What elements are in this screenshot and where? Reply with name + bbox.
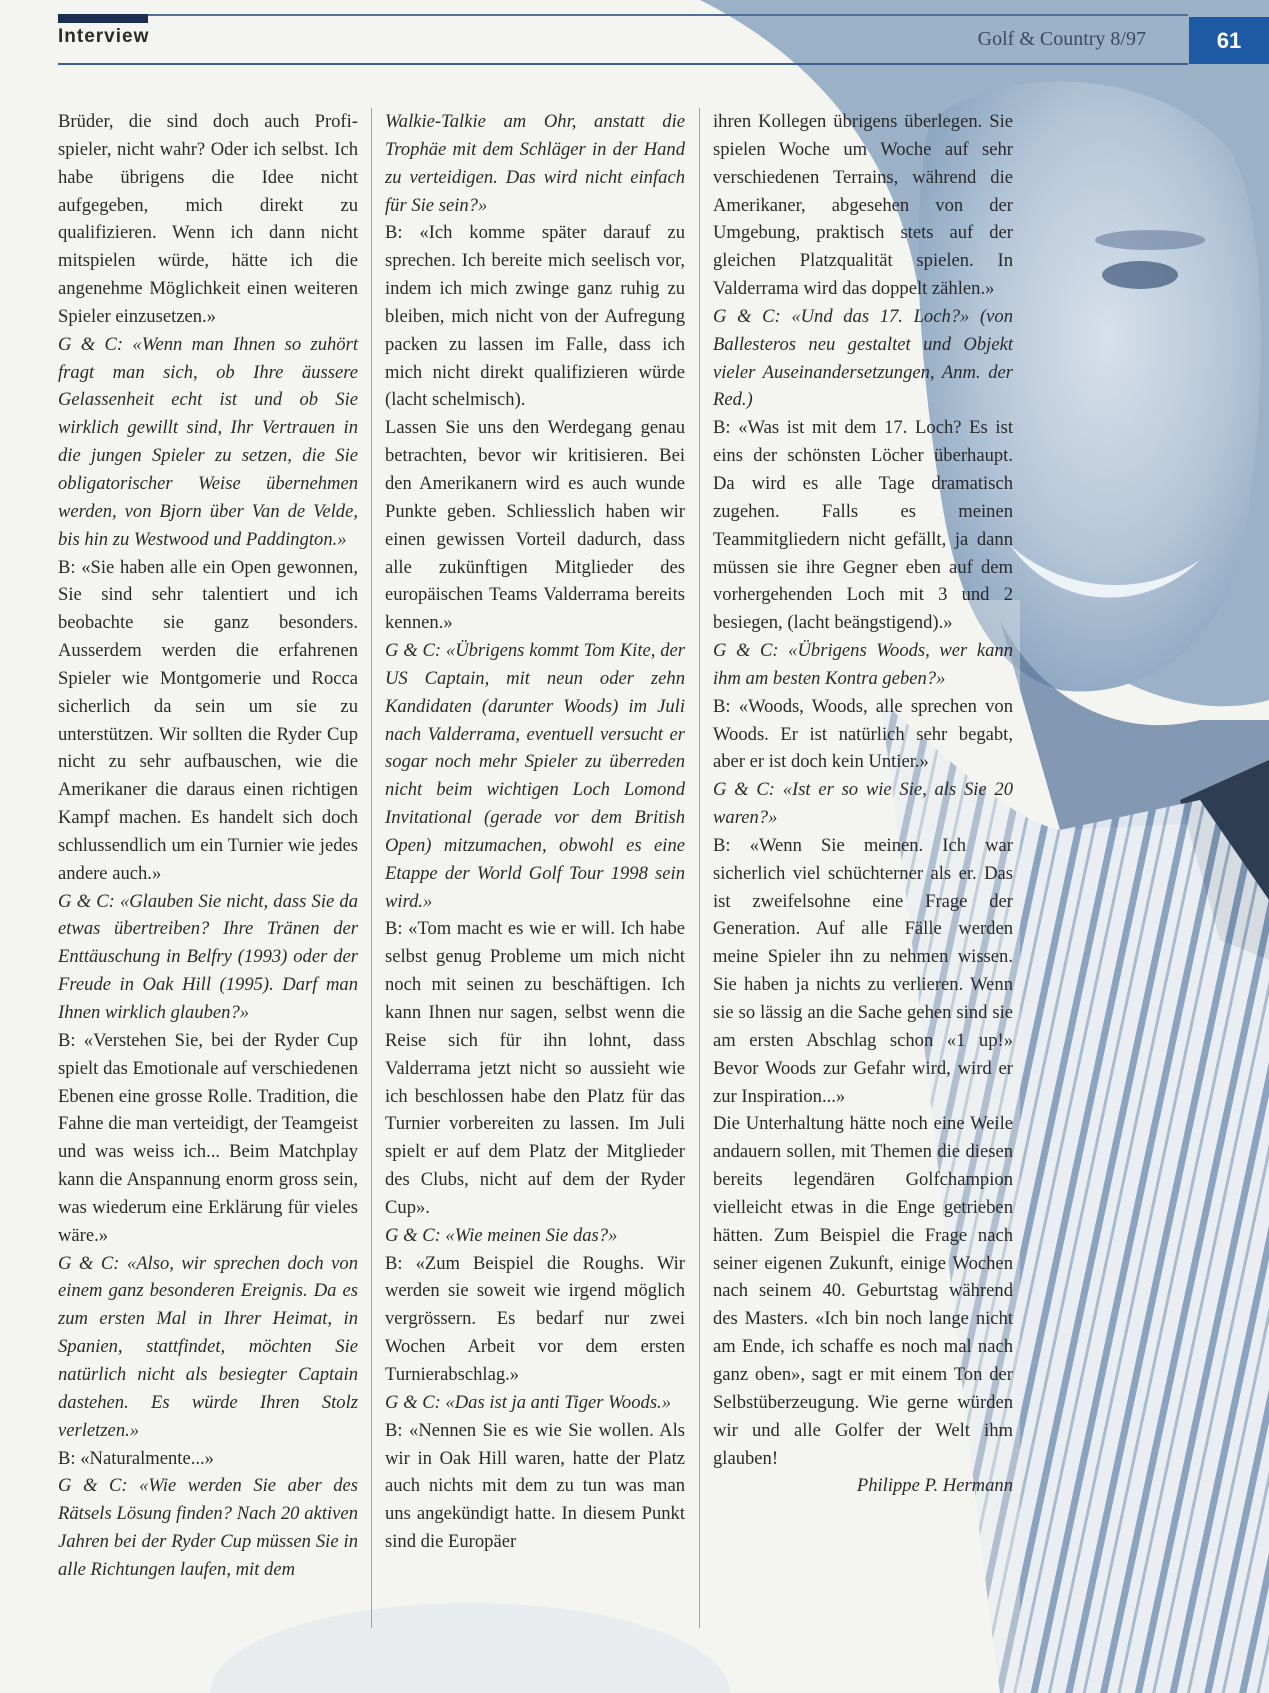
interviewer-question: G & C: «Übrigens Woods, wer kann ihm am besten Kontra geben?» bbox=[713, 640, 1013, 689]
answer-paragraph: B: «Naturalmente...» bbox=[58, 1447, 214, 1469]
text-column-3 bbox=[713, 108, 1013, 1500]
magazine-issue: Golf & Country 8/97 bbox=[977, 28, 1146, 50]
interviewer-question: G & C: «Übrigens kommt Tom Kite, der US Captain, mit neun oder zehn Kandidaten (darunter Woods) im Juli nach Valderrama, eventuell versucht er sogar noch mehr Spieler zu überreden nicht beim wichtigen Loch Lomond Invitational (gerade vor dem British Open) mitzumachen, obwohl es eine Etappe der World Golf Tour 1998 sein wird.» bbox=[385, 640, 685, 912]
header-accent-bar bbox=[58, 14, 148, 23]
interviewer-question: G & C: «Also, wir sprechen doch von einem ganz besonderen Ereignis. Da es zum ersten Mal in Ihrer Heimat, in Spanien, stattfindet, möchten Sie natürlich nicht als besiegter Captain dastehen. Es würde Ihren Stolz verletzen.» bbox=[58, 1252, 358, 1441]
answer-paragraph: Lassen Sie uns den Werdegang genau betrachten, bevor wir kritisieren. Bei den Amerikanern wird es auch wunde Punkte geben. Schliesslich haben wir einen gewissen Vorteil dadurch, dass alle zukünftigen Mitglieder des europäischen Teams Valderrama bereits kennen.» bbox=[385, 417, 685, 634]
interviewer-question: G & C: «Glauben Sie nicht, dass Sie da etwas übertreiben? Ihre Tränen der Enttäuschung in Belfry (1993) oder der Freude in Oak Hill (1995). Darf man Ihnen wirklich glauben?» bbox=[58, 890, 358, 1023]
interviewer-question: G & C: «Wie werden Sie aber des Rätsels Lösung finden? Nach 20 aktiven Jahren bei der Ryder Cup müssen Sie in alle Richtungen laufen, mit dem bbox=[58, 1475, 358, 1580]
interviewer-question: G & C: «Wie meinen Sie das?» bbox=[385, 1224, 618, 1246]
answer-paragraph: B: «Ich komme später darauf zu sprechen. Ich bereite mich seelisch vor, indem ich mich zwinge ganz ruhig zu bleiben, mich nicht von der Aufregung packen zu lassen im Falle, dass ich mich nicht direkt qualifizieren würde (lacht schelmisch). bbox=[385, 222, 685, 411]
answer-paragraph: B: «Was ist mit dem 17. Loch? Es ist eins der schönsten Löcher überhaupt. Da wird es alle Tage dramatisch zugehen. Falls es meinen Teammitgliedern nicht gefällt, ja dann müssen sie ihre Gegner eben auf dem vorhergehenden Loch mit 3 und 2 besiegen, (lacht beängstigend).» bbox=[713, 417, 1013, 634]
answer-paragraph: B: «Wenn Sie meinen. Ich war sicherlich viel schüchterner als er. Das ist zweifelsohne eine Frage der Generation. Auf alle Fälle werden meine Spieler ihn zu nehmen wissen. Sie haben ja nichts zu verlieren. Wenn sie so lässig an die Sache gehen sind sie am ersten Abschlag schon «1 up!» Bevor Woods zur Gefahr wird, wird er zur Inspiration...» bbox=[713, 834, 1013, 1107]
answer-paragraph: B: «Tom macht es wie er will. Ich habe selbst genug Probleme um mich nicht noch mit seinen zu beschäftigen. Ich kann Ihnen nur sagen, selbst wenn die Reise sich für ihn lohnt, dass Valderrama jetzt nicht so aussieht wie ich beschlossen habe den Platz für das Turnier vorbereiten zu lassen. Im Juli spielt er auf dem Platz der Mitglieder des Clubs, nicht auf dem der Ryder Cup». bbox=[385, 918, 685, 1218]
header-top-rule bbox=[58, 14, 1188, 16]
answer-paragraph: B: «Verstehen Sie, bei der Ryder Cup spielt das Emotionale auf verschiedenen Ebenen eine grosse Rolle. Tradition, die Fahne die man verteidigt, der Teamgeist und was weiss ich... Beim Matchplay kann die Anspannung enorm gross sein, was wiederum eine Erklärung für vieles wäre.» bbox=[58, 1029, 358, 1246]
answer-paragraph: ihren Kollegen übrigens überlegen. Sie spielen Woche um Woche auf sehr verschiedenen Terrains, während die Amerikaner, abgesehen von der Umgebung, praktisch stets auf der gleichen Platzqualität spielen. In Valderrama wird das doppelt zählen.» bbox=[713, 111, 1013, 300]
text-column-1 bbox=[58, 108, 358, 1584]
interviewer-question: G & C: «Ist er so wie Sie, als Sie 20 waren?» bbox=[713, 779, 1013, 829]
page-number-badge: 61 bbox=[1189, 17, 1269, 64]
answer-paragraph: Brüder, die sind doch auch Profi-spieler, nicht wahr? Oder ich selbst. Ich habe übrigens die Idee nicht aufgegeben, mich direkt zu qualifizieren. Wenn ich dann nicht mitspielen würde, hätte ich die angenehme Möglichkeit einen weiteren Spieler einzusetzen.» bbox=[58, 111, 358, 327]
column-divider bbox=[699, 108, 700, 1628]
answer-paragraph: B: «Nennen Sie es wie Sie wollen. Als wir in Oak Hill waren, hatte der Platz auch nichts mit dem zu tun was man uns angekündigt hatte. In diesem Punkt sind die Europäer bbox=[385, 1419, 685, 1553]
column-divider bbox=[371, 108, 372, 1628]
text-column-2 bbox=[385, 108, 685, 1556]
interviewer-question: G & C: «Wenn man Ihnen so zuhört fragt man sich, ob Ihre äussere Gelassenheit echt ist und ob Sie wirklich gewillt sind, Ihr Vertrauen in die jungen Spieler zu setzen, die Sie obligatorischer Weise übernehmen werden, von Bjorn über Van de Velde, bis hin zu Westwood und Paddington.» bbox=[58, 333, 358, 550]
header-rule bbox=[58, 63, 1188, 65]
interviewer-question: G & C: «Und das 17. Loch?» (von Ballesteros neu gestaltet und Objekt vieler Auseinandersetzungen, Anm. der Red.) bbox=[713, 305, 1013, 411]
interviewer-question: G & C: «Das ist ja anti Tiger Woods.» bbox=[385, 1391, 672, 1413]
section-label: Interview bbox=[58, 26, 150, 47]
interviewer-question: Walkie-Talkie am Ohr, anstatt die Trophäe mit dem Schläger in der Hand zu verteidigen. Das wird nicht einfach für Sie sein?» bbox=[385, 111, 685, 216]
author-signature: Philippe P. Hermann bbox=[856, 1475, 1013, 1497]
answer-paragraph: Die Unterhaltung hätte noch eine Weile andauern sollen, mit Themen die diesen bereits legendären Golfchampion vielleicht etwas in die Enge getrieben hätten. Zum Beispiel die Frage nach seiner eigenen Zukunft, einige Wochen nach seinem 40. Geburtstag während des Masters. «Ich bin noch lange nicht am Ende, ich schaffe es noch mal nach ganz oben», sagt er mit einem Ton der Selbstüberzeugung. Wie gerne würden wir und alle Golfer der Welt ihm glauben! bbox=[713, 1113, 1013, 1469]
answer-paragraph: B: «Woods, Woods, alle sprechen von Woods. Er ist natürlich sehr begabt, aber er ist doch kein Untier.» bbox=[713, 695, 1013, 773]
answer-paragraph: B: «Zum Beispiel die Roughs. Wir werden sie soweit wie irgend möglich vergrössern. Es bedarf nur zwei Wochen Arbeit vor dem ersten Turnierabschlag.» bbox=[385, 1252, 685, 1385]
answer-paragraph: B: «Sie haben alle ein Open gewonnen, Sie sind sehr talentiert und ich beobachte sie ganz besonders. Ausserdem werden die erfahrenen Spieler wie Montgomerie und Rocca sicherlich da sein um sie zu unterstützen. Wir sollten die Ryder Cup nicht zu sehr aufbauschen, wie die Amerikaner die daraus einen richtigen Kampf machen. Es handelt sich doch schlussendlich um ein Turnier wie jedes andere auch.» bbox=[58, 556, 358, 884]
